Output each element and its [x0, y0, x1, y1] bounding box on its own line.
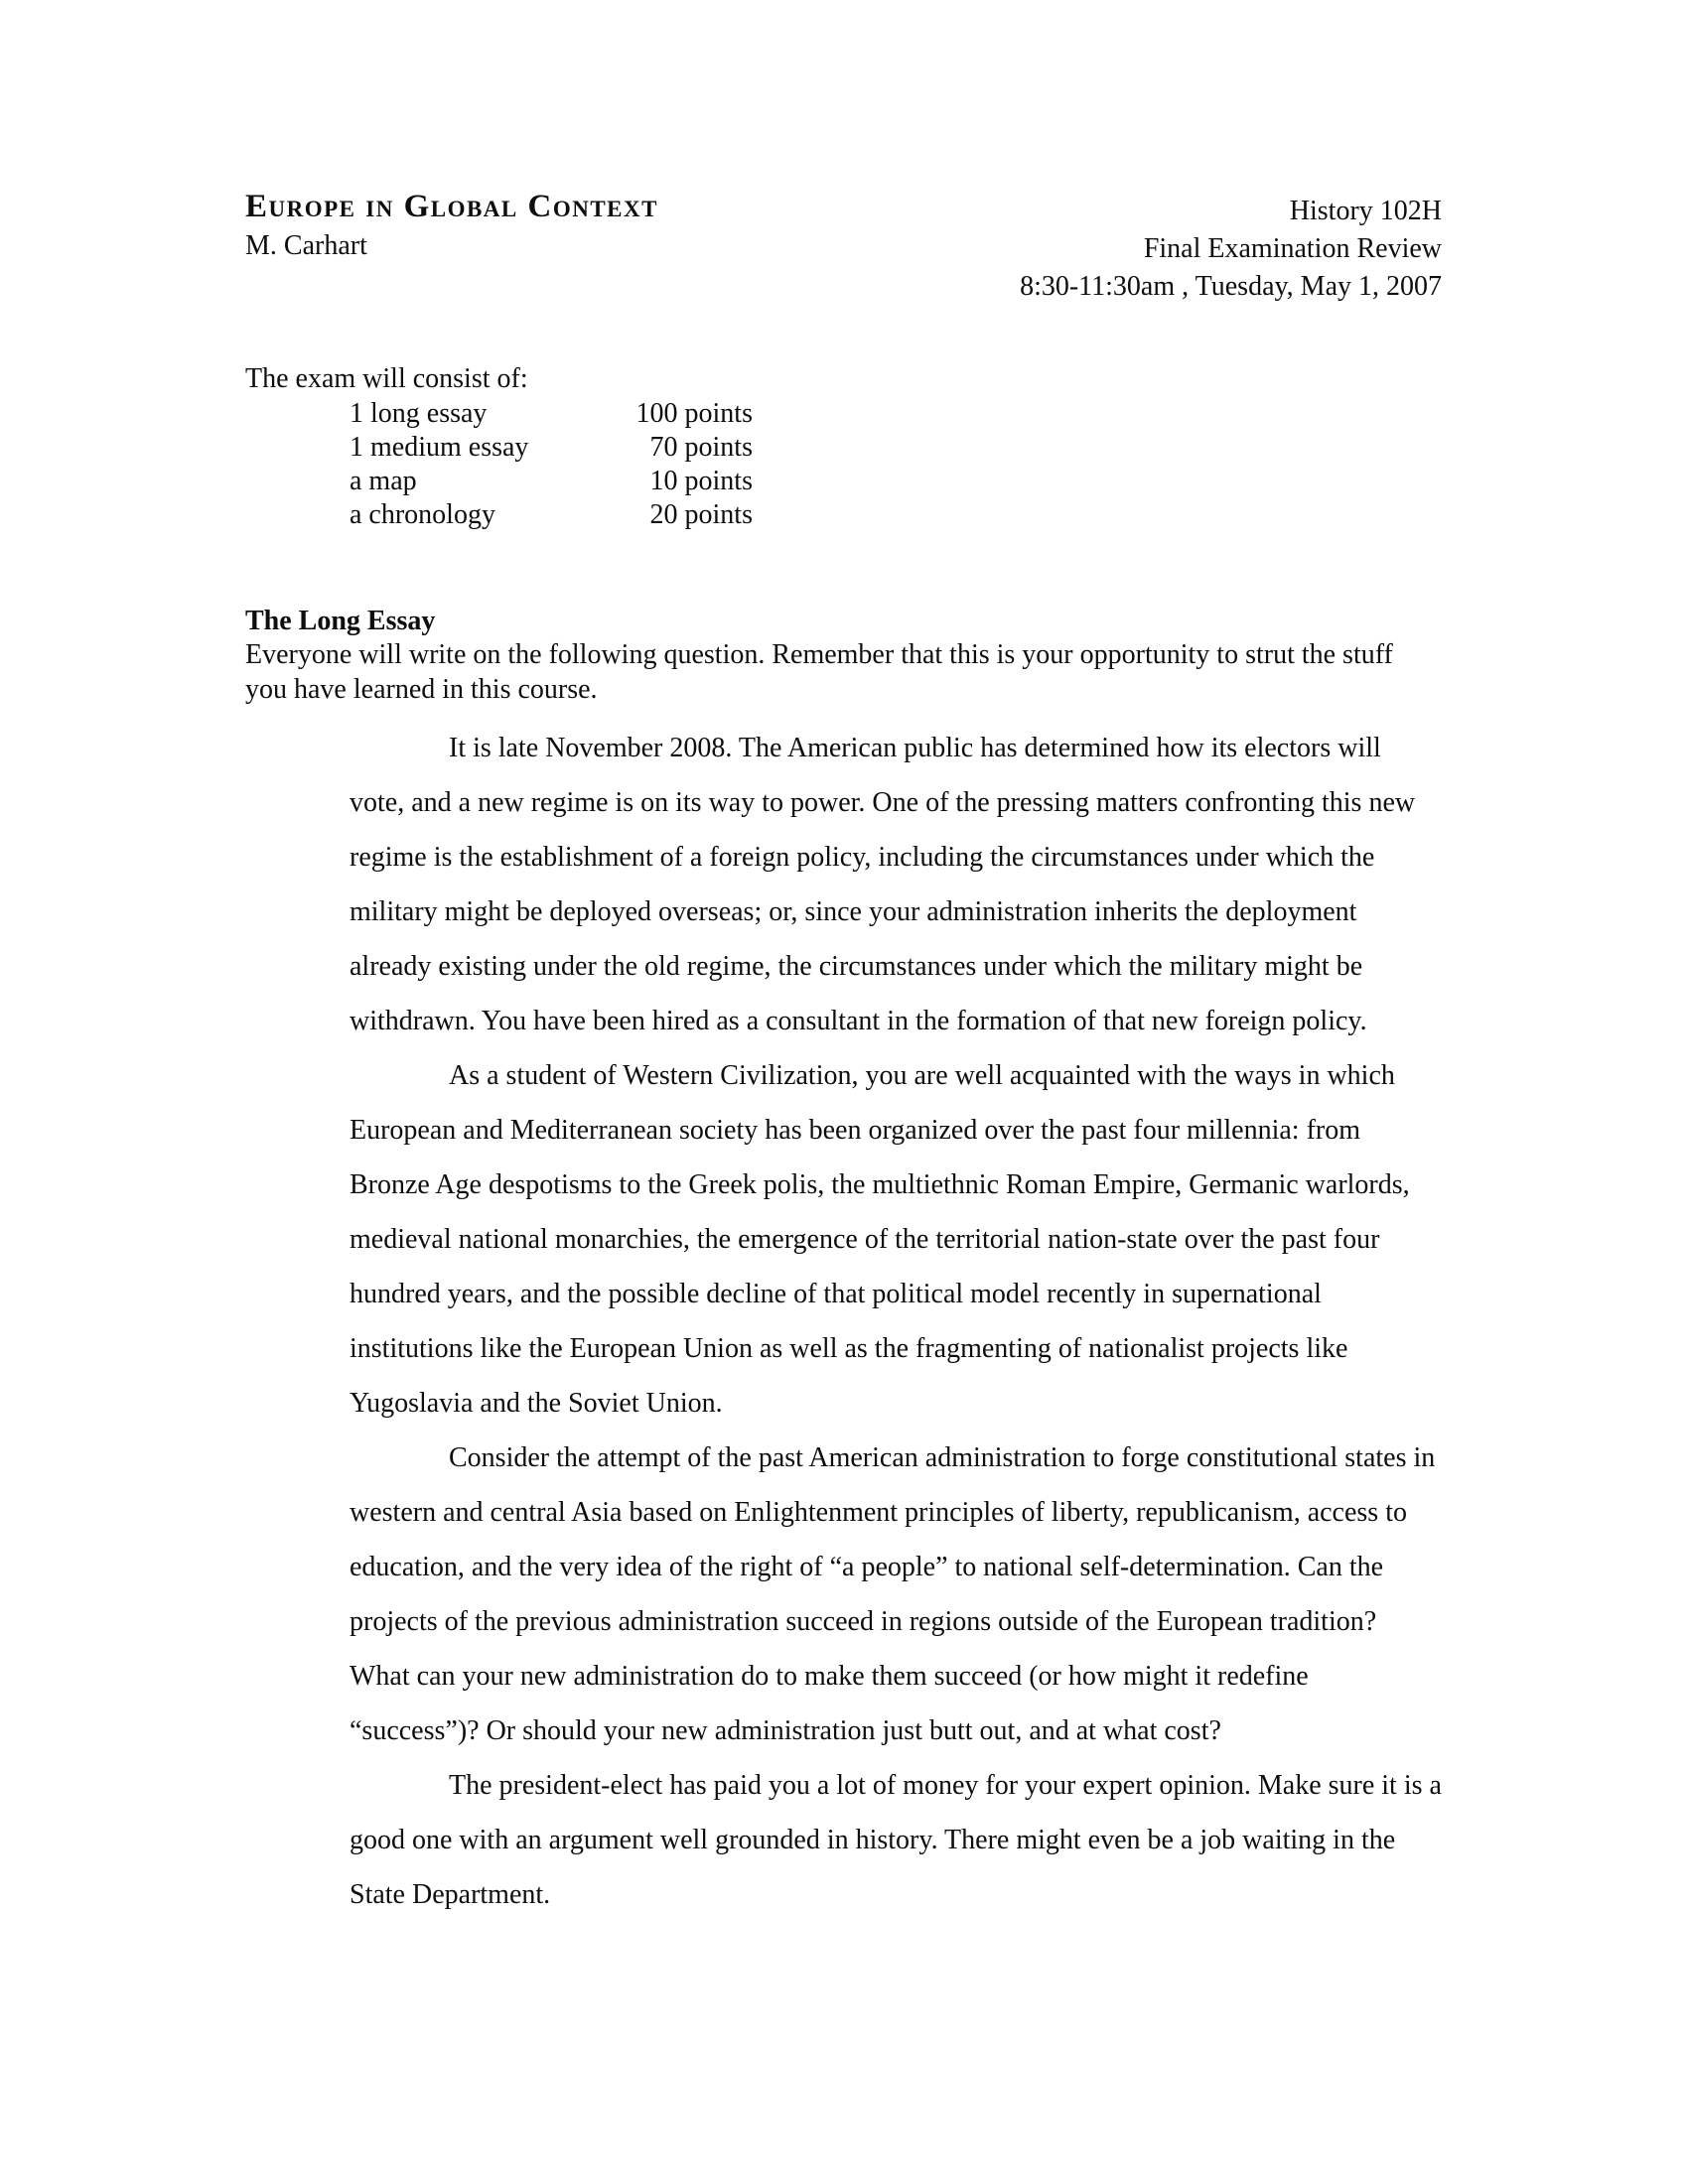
essay-paragraph: Consider the attempt of the past American administration to forge constitutional states in western and central Asia based on Enlightenment principles of liberty, republicanism, access to education, and the very idea of the right of “a people” to national self-determination. Can the projects of the previous administration succeed in regions outside of the European tradition? What can your new administration do to make them succeed (or how might it redefine “success”)? Or should your new administration just butt out, and at what cost?	[350, 1442, 1436, 1746]
document-author: M. Carhart	[245, 230, 367, 262]
exam-datetime: 8:30-11:30am , Tuesday, May 1, 2007	[1020, 271, 1442, 302]
header-right	[1020, 189, 1442, 306]
exam-row	[350, 498, 1442, 532]
section-heading-long-essay: The Long Essay	[245, 606, 436, 636]
exam-row	[350, 397, 1442, 431]
essay-question-block	[350, 721, 1442, 1922]
exam-item-label: a chronology	[350, 499, 495, 530]
header-left	[245, 189, 658, 262]
exam-item-label: 1 medium essay	[350, 432, 529, 463]
exam-item-points: 10 points	[649, 466, 753, 496]
exam-row	[350, 465, 1442, 498]
exam-item-label: 1 long essay	[350, 398, 488, 429]
essay-paragraph: It is late November 2008. The American public has determined how its electors will vote, and a new regime is on its way to power. One of the pressing matters confronting this new regime is the establishment of a foreign policy, including the circumstances under which the military might be deployed overseas; or, since your administration inherits the deployment already existing under the old regime, the circumstances under which the military might be withdrawn. You have been hired as a consultant in the formation of that new foreign policy.	[350, 733, 1416, 1036]
exam-points-table	[350, 397, 1442, 532]
exam-row	[350, 431, 1442, 465]
essay-paragraph: The president-elect has paid you a lot of money for your expert opinion. Make sure it is a good one with an argument well grounded in history. There might even be a job waiting in the State Department.	[350, 1770, 1442, 1910]
section-intro: Everyone will write on the following question. Remember that this is your opportunity to strut the stuff you have learned in this course.	[245, 639, 1393, 705]
course-code: History 102H	[1289, 196, 1442, 226]
document-header	[245, 189, 1442, 306]
exam-item-points: 70 points	[649, 432, 753, 463]
exam-intro: The exam will consist of:	[245, 363, 528, 394]
essay-paragraph: As a student of Western Civilization, you are well acquainted with the ways in which European and Mediterranean society has been organized over the past four millennia: from Bronze Age despotisms to the Greek polis, the multiethnic Roman Empire, Germanic warlords, medieval national monarchies, the emergence of the territorial nation-state over the past four hundred years, and the possible decline of that political model recently in supernational institutions like the European Union as well as the fragmenting of nationalist projects like Yugoslavia and the Soviet Union.	[350, 1060, 1410, 1419]
document-title: Europe in Global Context	[245, 189, 658, 224]
exam-item-label: a map	[350, 466, 417, 496]
exam-item-points: 20 points	[649, 499, 753, 530]
exam-item-points: 100 points	[635, 398, 753, 429]
exam-subtitle: Final Examination Review	[1143, 233, 1442, 264]
